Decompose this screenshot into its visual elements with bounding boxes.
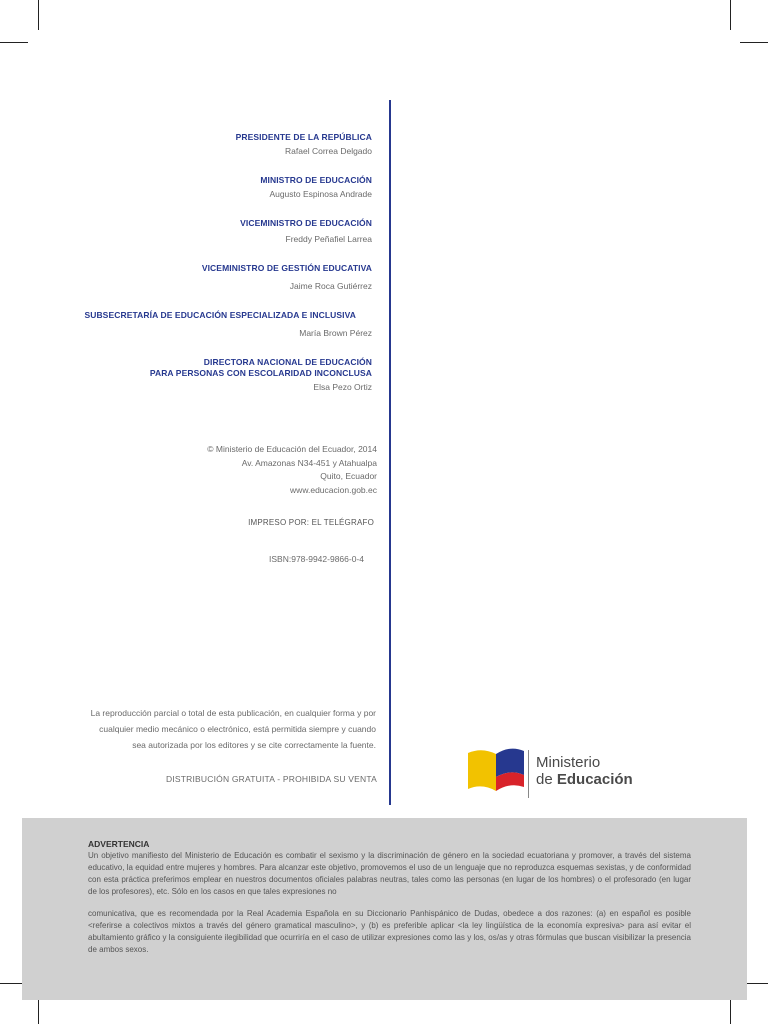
isbn: ISBN:978-9942-9866-0-4 xyxy=(269,554,364,564)
logo-bold: Educación xyxy=(556,771,633,788)
publisher-copyright: © Ministerio de Educación del Ecuador, 2014 xyxy=(207,444,377,454)
publisher-info xyxy=(17,443,377,497)
credit-block xyxy=(12,175,372,200)
ministry-wordmark xyxy=(536,754,633,788)
credit-role: PRESIDENTE DE LA REPÚBLICA xyxy=(235,132,372,142)
credits-list xyxy=(12,132,372,411)
credit-name: Elsa Pezo Ortiz xyxy=(313,382,372,392)
distribution-notice: DISTRIBUCIÓN GRATUITA - PROHIBIDA SU VENTA xyxy=(165,774,377,784)
credit-block xyxy=(12,357,372,393)
logo-yellow-shape xyxy=(468,750,496,791)
publisher-website: www.educacion.gob.ec xyxy=(290,484,377,495)
credit-name: Freddy Peñafiel Larrea xyxy=(285,234,372,244)
credit-block xyxy=(12,218,372,245)
warning-content xyxy=(88,838,691,966)
publisher-city: Quito, Ecuador xyxy=(320,471,377,481)
legal-line: cualquier medio mecánico o electrónico, está permitida siempre y cuando xyxy=(99,724,376,734)
legal-line: sea autorizada por los editores y se cite correctamente la fuente. xyxy=(132,740,376,750)
credit-block xyxy=(12,310,372,339)
crop-mark xyxy=(730,0,731,30)
credit-block xyxy=(12,132,372,157)
credit-role: SUBSECRETARÍA DE EDUCACIÓN ESPECIALIZADA E INCLUSIVA xyxy=(84,310,356,320)
publisher-address: Av. Amazonas N34-451 y Atahualpa xyxy=(241,457,377,468)
warning-box xyxy=(22,818,747,1000)
credit-role: VICEMINISTRO DE GESTIÓN EDUCATIVA xyxy=(201,263,372,273)
credit-name: Rafael Correa Delgado xyxy=(285,146,372,156)
logo-line-educacion xyxy=(536,771,633,788)
warning-paragraph: comunicativa, que es recomendada por la Real Academia Española en su Diccionario Panhispánico de Dudas, obedece a dos razones: (a) en español es posible <referirse a colectivos mixtos a través del género gramatical masculino>, y (b) es preferible aplicar <la ley lingüística de la economía expresiva> para así evitar el abultamiento gráfico y la consiguiente ilegibilidad que ocurriría en el caso de utilizar expresiones como las y los, os/as y otras fórmulas que buscan visibilizar la presencia de ambos sexos. xyxy=(88,909,691,954)
credit-name: Augusto Espinosa Andrade xyxy=(269,189,372,199)
reproduction-notice xyxy=(31,705,376,753)
crop-mark xyxy=(740,42,768,43)
credit-role: VICEMINISTRO DE EDUCACIÓN xyxy=(240,218,372,228)
credit-name: María Brown Pérez xyxy=(299,328,372,338)
crop-mark xyxy=(0,42,28,43)
logo-red-shape xyxy=(496,772,524,791)
legal-line: La reproducción parcial o total de esta publicación, en cualquier forma y por xyxy=(90,708,376,718)
warning-title: ADVERTENCIA xyxy=(88,839,150,849)
credit-role: MINISTRO DE EDUCACIÓN xyxy=(260,175,372,185)
warning-paragraph: Un objetivo manifiesto del Ministerio de Educación es combatir el sexismo y la discriminación de género en la sociedad ecuatoriana y promover, a través del sistema educativo, la equidad entre mujeres y hombres. Para alcanzar este objetivo, promovemos el uso de un lenguaje que no reproduzca esquemas sexistas, y de conformidad con esta práctica preferimos emplear en nuestros documentos oficiales palabras neutras, tales como las personas (en lugar de los hombres) o el profesorado (en lugar de los profesores), etc. Sólo en los casos en que tales expresiones no xyxy=(88,851,691,896)
credit-role: DIRECTORA NACIONAL DE EDUCACIÓN xyxy=(203,357,372,367)
logo-prefix: de xyxy=(536,771,557,788)
logo-line-ministerio: Ministerio xyxy=(536,754,601,771)
logo-separator xyxy=(528,750,529,798)
printed-by: IMPRESO POR: EL TELÉGRAFO xyxy=(248,518,374,527)
credit-block xyxy=(12,263,372,292)
crop-mark xyxy=(38,0,39,30)
credit-role: PARA PERSONAS CON ESCOLARIDAD INCONCLUSA xyxy=(149,368,372,378)
vertical-divider xyxy=(389,100,391,805)
credit-name: Jaime Roca Gutiérrez xyxy=(289,281,372,291)
